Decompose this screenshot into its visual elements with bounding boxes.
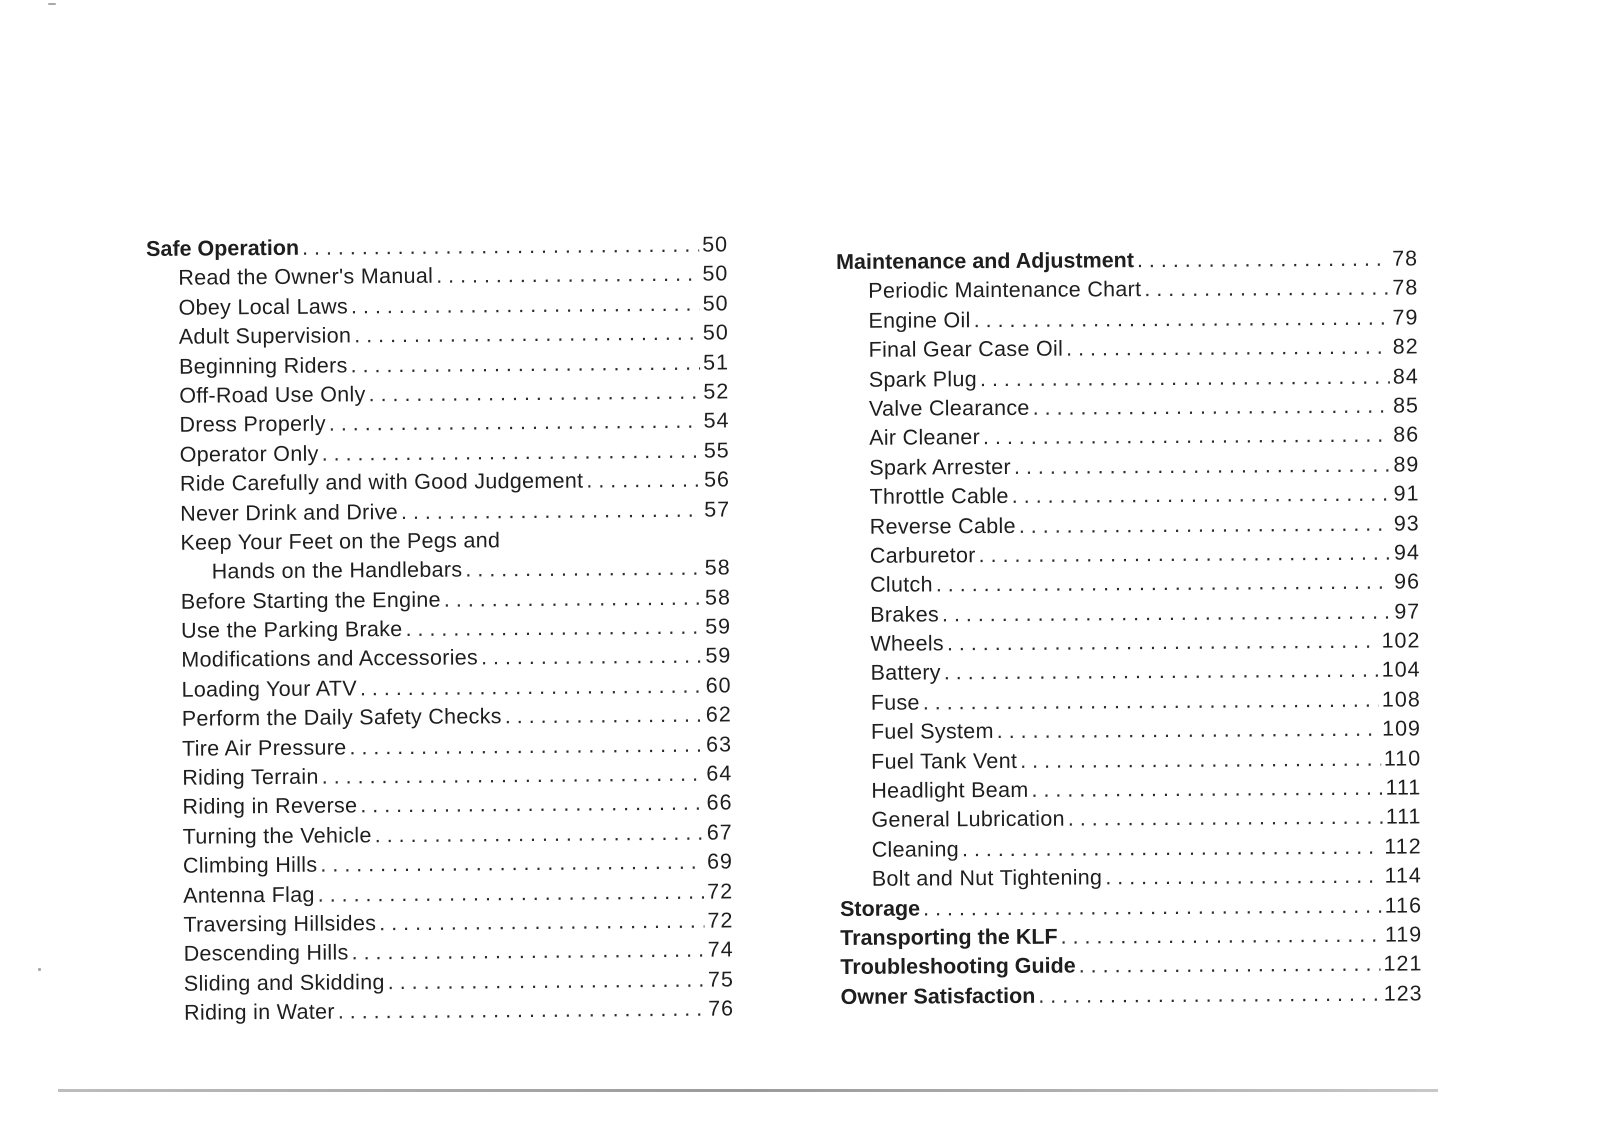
toc-entry-title: Loading Your ATV: [181, 676, 358, 702]
toc-entry: [837, 362, 1419, 395]
toc-entry: [151, 848, 733, 882]
dot-leader: [1061, 921, 1383, 952]
toc-entry-page: 55: [703, 438, 730, 463]
toc-entry-page: 78: [1392, 246, 1419, 271]
toc-entry-title: Fuse: [870, 690, 920, 715]
toc-entry-title: Hands on the Handlebars: [211, 557, 463, 584]
dot-leader: [1038, 979, 1381, 1010]
toc-entry-title: Cleaning: [871, 837, 960, 862]
toc-entry-title: Tire Air Pressure: [181, 735, 347, 761]
toc-entry-page: 50: [702, 232, 729, 257]
dot-leader: [962, 832, 1382, 864]
toc-entry-title: Off-Road Use Only: [179, 382, 366, 408]
dot-leader: [980, 362, 1390, 394]
toc-entry-page: 112: [1384, 834, 1422, 859]
toc-entry-title: Traversing Hillsides: [183, 911, 377, 937]
toc-entry-page: 85: [1392, 393, 1420, 418]
toc-entry: [839, 744, 1421, 777]
dot-leader: [1137, 245, 1389, 276]
toc-entry-title: Adult Supervision: [178, 323, 352, 349]
toc-entry-title: Safe Operation: [146, 235, 300, 261]
toc-entry-title: Reverse Cable: [869, 513, 1016, 539]
toc-left-column: [146, 230, 734, 1028]
toc-entry: [152, 995, 734, 1029]
toc-entry: [152, 936, 734, 970]
toc-entry-title: Climbing Hills: [182, 852, 318, 878]
toc-entry-title: Riding in Reverse: [182, 793, 358, 820]
toc-entry-title: Transporting the KLF: [840, 924, 1058, 950]
toc-entry: [837, 391, 1419, 424]
scan-speck: [48, 3, 56, 5]
toc-entry-page: 59: [705, 614, 732, 639]
toc-entry-title: Modifications and Accessories: [181, 645, 479, 673]
toc-entry-page: 123: [1383, 981, 1423, 1006]
dot-leader: [586, 466, 701, 496]
toc-entry: [148, 524, 730, 558]
toc-entry: [147, 377, 729, 411]
toc-entry-page: 86: [1393, 422, 1420, 447]
toc-right-column: [836, 244, 1423, 1012]
dot-leader: [1033, 392, 1391, 424]
toc-entry-title: Headlight Beam: [871, 777, 1029, 803]
dot-leader: [350, 348, 700, 380]
toc-entry: [149, 612, 731, 646]
toc-entry: [836, 303, 1418, 336]
dot-leader: [302, 231, 699, 264]
toc-entry-page: 58: [704, 585, 731, 610]
toc-entry: [837, 480, 1419, 513]
toc-entry-title: Throttle Cable: [869, 484, 1009, 509]
toc-entry-title: Never Drink and Drive: [180, 499, 399, 526]
dot-leader: [1105, 862, 1381, 893]
toc-entry: [147, 407, 729, 441]
toc-entry-page: 56: [703, 467, 731, 492]
toc-entry: [152, 965, 734, 999]
toc-entry-title: Brakes: [870, 602, 940, 627]
dot-leader: [983, 421, 1390, 453]
dot-leader: [1031, 774, 1382, 806]
toc-entry-title: Descending Hills: [183, 940, 349, 967]
toc-entry-title: General Lubrication: [871, 807, 1065, 833]
toc-entry-title: Spark Arrester: [869, 454, 1012, 480]
toc-entry-page: 60: [705, 673, 732, 698]
toc-entry: [838, 568, 1420, 601]
toc-entry: [150, 759, 732, 793]
toc-entry-title: Use the Parking Brake: [181, 617, 403, 643]
dot-leader: [354, 319, 700, 351]
dot-leader: [1020, 744, 1381, 776]
toc-entry-title: Beginning Riders: [178, 352, 348, 379]
dot-leader: [942, 597, 1392, 629]
toc-entry-page: 121: [1383, 951, 1423, 977]
toc-entry: [150, 789, 732, 823]
toc-entry: [148, 436, 730, 470]
toc-entry-title: Read the Owner's Manual: [178, 264, 434, 291]
toc-entry-page: 111: [1385, 804, 1422, 830]
toc-entry: [146, 260, 728, 294]
page-footer-rule: [58, 1089, 1438, 1092]
toc-entry: [148, 466, 730, 500]
toc-entry-title: Antenna Flag: [183, 882, 315, 908]
toc-entry-title: Battery: [870, 660, 941, 686]
toc-entry: [151, 877, 733, 911]
toc-entry: [146, 289, 728, 323]
dot-leader: [944, 656, 1379, 688]
toc-entry-page: 58: [704, 555, 731, 580]
toc-entry: [151, 906, 733, 940]
toc-entry-page: 57: [704, 496, 731, 522]
dot-leader: [481, 642, 703, 673]
toc-entry-title: Sliding and Skidding: [183, 969, 385, 996]
dot-leader: [1012, 480, 1391, 512]
toc-entry-page: 114: [1384, 863, 1422, 888]
toc-entry-page: 93: [1393, 510, 1420, 536]
toc-entry-page: 62: [705, 702, 732, 727]
toc-entry-title: Perform the Daily Safety Checks: [181, 704, 502, 731]
toc-entry-page: 51: [703, 349, 730, 375]
toc-entry-page: 72: [707, 879, 734, 904]
toc-entry-title: Operator Only: [179, 441, 319, 467]
toc-entry-page: 84: [1392, 364, 1419, 389]
toc-entry-title: Obey Local Laws: [178, 294, 349, 320]
toc-entry-title: Keep Your Feet on the Pegs and: [180, 528, 501, 555]
toc-entry: [837, 450, 1419, 483]
dot-leader: [1014, 450, 1391, 482]
dot-leader: [375, 818, 704, 850]
toc-entry-title: Turning the Vehicle: [182, 823, 372, 849]
toc-entry-title: Dress Properly: [179, 411, 326, 438]
toc-entry-page: 109: [1381, 716, 1422, 741]
toc-section-heading: [840, 920, 1422, 953]
toc-entry-page: 50: [702, 320, 729, 345]
toc-entry: [148, 495, 730, 529]
toc-entry-page: 69: [706, 849, 734, 874]
toc-entry-page: 104: [1381, 657, 1421, 683]
toc-entry: [150, 730, 732, 764]
toc-entry-page: 74: [707, 937, 734, 962]
dot-leader: [401, 495, 702, 527]
toc-entry: [151, 818, 733, 852]
dot-leader: [368, 378, 700, 410]
toc-entry-page: 91: [1393, 481, 1420, 506]
dot-leader: [947, 627, 1379, 659]
toc-entry: [149, 642, 731, 676]
toc-entry: [149, 554, 731, 588]
toc-entry-title: Bolt and Nut Tightening: [871, 865, 1103, 891]
dot-leader: [444, 583, 702, 614]
toc-entry-page: 75: [707, 967, 734, 992]
dot-leader: [388, 965, 705, 997]
toc-entry: [840, 832, 1422, 865]
dot-leader: [320, 848, 704, 880]
toc-entry-title: Clutch: [869, 572, 933, 598]
dot-leader: [322, 760, 704, 792]
toc-entry-title: Carburetor: [869, 543, 976, 568]
toc-entry: [836, 274, 1418, 307]
scan-speck: [38, 968, 41, 971]
dot-leader: [318, 877, 705, 909]
toc-entry-title: Owner Satisfaction: [840, 983, 1036, 1009]
toc-entry-title: Riding in Water: [184, 999, 335, 1025]
dot-leader: [351, 936, 704, 968]
toc-entry: [839, 773, 1421, 806]
toc-entry-title: Fuel Tank Vent: [871, 748, 1018, 774]
toc-entry-title: Fuel System: [870, 719, 994, 745]
toc-section-heading: [840, 891, 1422, 924]
toc-entry-page: 64: [706, 761, 733, 786]
toc-entry-page: 50: [702, 261, 729, 287]
toc-entry: [838, 538, 1420, 571]
dot-leader: [465, 554, 702, 585]
toc-section-heading: [840, 950, 1422, 983]
toc-entry-title: Maintenance and Adjustment: [836, 248, 1135, 274]
toc-entry: [150, 701, 732, 735]
toc-entry-page: 116: [1384, 893, 1423, 918]
toc-entry-page: 108: [1381, 687, 1421, 712]
toc-entry-page: 78: [1392, 275, 1419, 300]
toc-entry-title: Before Starting the Engine: [180, 587, 441, 614]
toc-entry-page: 102: [1381, 628, 1421, 653]
toc-entry-page: 76: [708, 996, 735, 1021]
toc-entry-page: 89: [1393, 452, 1420, 477]
dot-leader: [1068, 803, 1383, 834]
toc-entry-page: 96: [1394, 569, 1421, 594]
toc-entry-title: Valve Clearance: [868, 395, 1030, 421]
toc-entry: [839, 803, 1421, 836]
toc-entry: [840, 862, 1422, 895]
toc-entry-page: 82: [1392, 334, 1419, 359]
toc-entry-page: 119: [1384, 922, 1423, 947]
toc-entry-page: 111: [1385, 775, 1422, 800]
toc-section-heading: [146, 230, 728, 264]
dot-leader: [974, 303, 1390, 335]
toc-entry-page: 110: [1383, 746, 1422, 771]
toc-entry-page: 72: [707, 908, 734, 933]
toc-entry-page: 97: [1394, 599, 1421, 624]
toc-entry-page: 52: [703, 379, 730, 404]
dot-leader: [436, 260, 699, 291]
dot-leader: [379, 907, 705, 939]
toc-entry: [839, 715, 1421, 748]
toc-entry-title: Ride Carefully and with Good Judgement: [179, 468, 584, 496]
toc-entry-page: 79: [1392, 305, 1419, 330]
toc-entry: [838, 597, 1420, 630]
dot-leader: [1079, 950, 1381, 981]
dot-leader: [1066, 333, 1390, 364]
toc-entry-title: Riding Terrain: [182, 764, 319, 790]
toc-entry: [149, 671, 731, 705]
toc-entry-title: Storage: [839, 896, 921, 921]
toc-entry-title: Wheels: [870, 631, 944, 656]
toc-entry-title: Spark Plug: [868, 366, 978, 392]
dot-leader: [338, 995, 706, 1027]
dot-leader: [360, 672, 703, 704]
toc-entry: [839, 685, 1421, 718]
dot-leader: [329, 407, 701, 439]
toc-entry: [837, 421, 1419, 454]
dot-leader: [979, 539, 1391, 571]
dot-leader: [505, 701, 703, 732]
toc-entry: [149, 583, 731, 617]
toc-entry: [147, 319, 729, 353]
toc-entry-page: 94: [1393, 540, 1420, 565]
dot-leader: [405, 613, 702, 645]
toc-entry: [837, 333, 1419, 366]
dot-leader: [997, 715, 1380, 747]
toc-entry-title: Final Gear Case Oil: [868, 336, 1064, 362]
dot-leader: [360, 789, 704, 821]
toc-entry-page: 54: [703, 408, 730, 433]
toc-entry-page: 50: [702, 291, 729, 316]
toc-entry-title: Engine Oil: [868, 307, 971, 333]
toc-entry-page: 67: [706, 820, 733, 845]
dot-leader: [923, 891, 1382, 923]
toc-entry-page: 63: [706, 732, 733, 757]
toc-entry-title: Troubleshooting Guide: [840, 953, 1076, 980]
toc-entry-page: 59: [705, 643, 732, 669]
toc-entry: [838, 627, 1420, 660]
dot-leader: [349, 730, 703, 762]
toc-entry-title: Periodic Maintenance Chart: [868, 277, 1142, 304]
dot-leader: [1019, 509, 1391, 541]
dot-leader: [1144, 274, 1389, 305]
dot-leader: [322, 436, 701, 468]
toc-entry: [839, 656, 1421, 689]
toc-entry: [838, 509, 1420, 542]
dot-leader: [351, 289, 700, 321]
toc-entry: [147, 348, 729, 382]
dot-leader: [936, 568, 1391, 600]
toc-entry-title: Air Cleaner: [869, 425, 981, 451]
toc-section-heading: [836, 244, 1418, 277]
dot-leader: [923, 686, 1379, 718]
toc-entry-page: 66: [706, 790, 733, 816]
toc-section-heading: [840, 979, 1422, 1012]
